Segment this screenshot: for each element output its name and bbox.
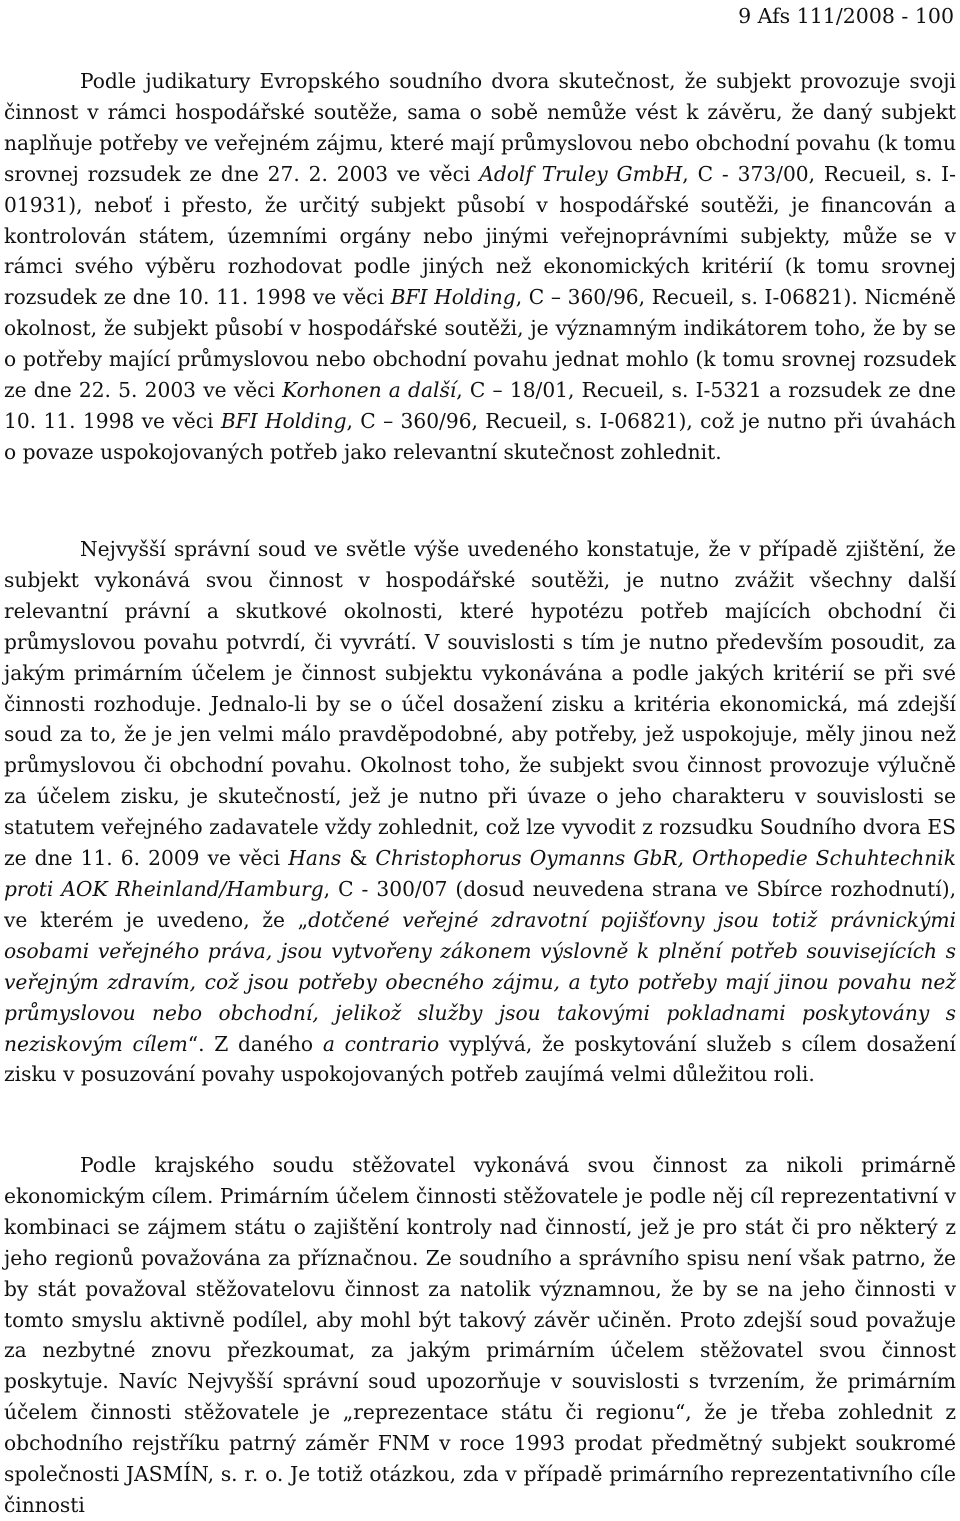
text-run: , C - 373/00, Recueil, s. I-01931), neboť i přesto, že určitý subjekt působí v hospodářské soutěži, je financován a kontrolován státem, územními orgány nebo jinými veřejnoprávními subjekty, může se v rámci svého výběru rozhodovat podle jiných než ekonomických kritérií (k tomu srovnej rozsudek ze dne 10. 11. 1998 ve věci	[4, 161, 956, 310]
text-run: &	[341, 846, 376, 871]
paragraph-3	[4, 1150, 956, 1521]
case-name-italic: BFI Holding	[390, 285, 516, 310]
paragraph-1	[4, 66, 956, 468]
text-run: , C – 360/96, Recueil, s. I-06821). Nicméně okolnost, že subjekt působí v hospodářské soutěži, je významným indikátorem toho, že by se o potřeby mající průmyslovou nebo obchodní povahu jednat mohlo (k tomu srovnej rozsudek ze dne 22. 5. 2003 ve věci	[4, 285, 956, 403]
case-name-italic: BFI Holding	[220, 408, 347, 433]
text-run: Nejvyšší správní soud ve světle výše uvedeného konstatuje, že v případě zjištění, že subjekt vykonává svou činnost v hospodářské soutěži, je nutno zvážit všechny další relevantní právní a skutkové okolnosti, které hypotézu potřeb majících obchodní či průmyslovou povahu potvrdí, či vyvrátí. V souvislosti s tím je nutno především posoudit, za jakým primárním účelem je činnost subjektu vykonávána a podle jakých kritérií se při své činnosti rozhoduje. Jednalo-li by se o účel dosažení zisku a kritéria ekonomická, má zdejší soud za to, že je jen velmi málo pravděpodobné, aby potřeby, jež uspokojuje, měly jinou než průmyslovou či obchodní povahu. Okolnost toho, že subjekt svou činnost provozuje výlučně za účelem zisku, je skutečností, jež je nutno při úvaze o jeho charakteru v souvislosti se statutem veřejného zadavatele vždy zohlednit, což lze vyvodit z rozsudku Soudního dvora ES ze dne 11. 6. 2009 ve věci	[4, 537, 956, 871]
text-run: vyplývá, že poskytování služeb s cílem dosažení zisku v posuzování povahy uspokojovaných potřeb zaujímá velmi důležitou roli.	[4, 1031, 957, 1087]
case-name-italic: Adolf Truley GmbH	[479, 161, 683, 186]
text-run: , C - 300/07 (dosud neuvedena strana ve Sbírce rozhodnutí), ve kterém je uvedeno, že „	[4, 876, 956, 932]
latin-phrase-italic: a contrario	[322, 1031, 440, 1056]
text-run: , C – 18/01, Recueil, s. I-5321 a rozsudek ze dne 10. 11. 1998 ve věci	[4, 378, 956, 433]
text-run: “. Z daného	[187, 1031, 323, 1056]
text-run: Podle judikatury Evropského soudního dvora skutečnost, že subjekt provozuje svoji činnost v rámci hospodářské soutěže, sama o sobě nemůže vést k závěru, že daný subjekt naplňuje potřeby ve veřejném zájmu, které mají průmyslovou nebo obchodní povahu (k tomu srovnej rozsudek ze dne 27. 2. 2003 ve věci	[4, 69, 956, 186]
paragraph-2	[4, 534, 956, 1090]
case-name-italic: Korhonen a další	[282, 378, 457, 403]
text-run: , C – 360/96, Recueil, s. I-06821), což je nutno při úvahách o povaze uspokojovaných potřeb jako relevantní skutečnost zohlednit.	[4, 408, 956, 464]
quotation-italic: dotčené veřejné zdravotní pojišťovny jsou totiž právnickými osobami veřejného práva, jsou vytvořeny zákonem výslovně k plnění potřeb souvisejících s veřejným zdravím, což jsou potřeby obecného zájmu, a tyto potřeby mají jinou povahu než průmyslovou nebo obchodní, jelikož služby jsou takovými pokladnami poskytovány s neziskovým cílem	[4, 907, 956, 1056]
text-run: Podle krajského soudu stěžovatel vykonává svou činnost za nikoli primárně ekonomickým cílem. Primárním účelem činnosti stěžovatele je podle něj cíl reprezentativní v kombinaci se zájmem státu o zajištění kontroly nad činností, jež je pro stát či pro některý z jeho regionů považována za příznačnou. Ze soudního a správního spisu není však patrno, že by stát považoval stěžovatelovu činnost za natolik významnou, že by se na jeho činnosti v tomto smyslu aktivně podílel, aby mohl být takový závěr učiněn. Proto zdejší soud považuje za nezbytné znovu přezkoumat, za jakým primárním účelem stěžovatel svou činnost poskytuje. Navíc Nejvyšší správní soud upozorňuje v souvislosti s tvrzením, že primárním účelem činnosti stěžovatele je „reprezentace státu či regionu“, že je třeba zohlednit z obchodního rejstříku patrný záměr FNM v roce 1993 prodat předmětný subjekt soukromé společnosti JASMÍN, s. r. o. Je totiž otázkou, zda v případě primárního reprezentativního cíle činnosti	[4, 1153, 956, 1517]
case-reference: 9 Afs 111/2008 - 100	[738, 4, 954, 28]
case-name-italic: Christophorus Oymanns GbR, Orthopedie Schuhtechnik proti AOK Rheinland/Hamburg	[4, 846, 956, 901]
case-name-italic: Hans	[288, 846, 342, 871]
